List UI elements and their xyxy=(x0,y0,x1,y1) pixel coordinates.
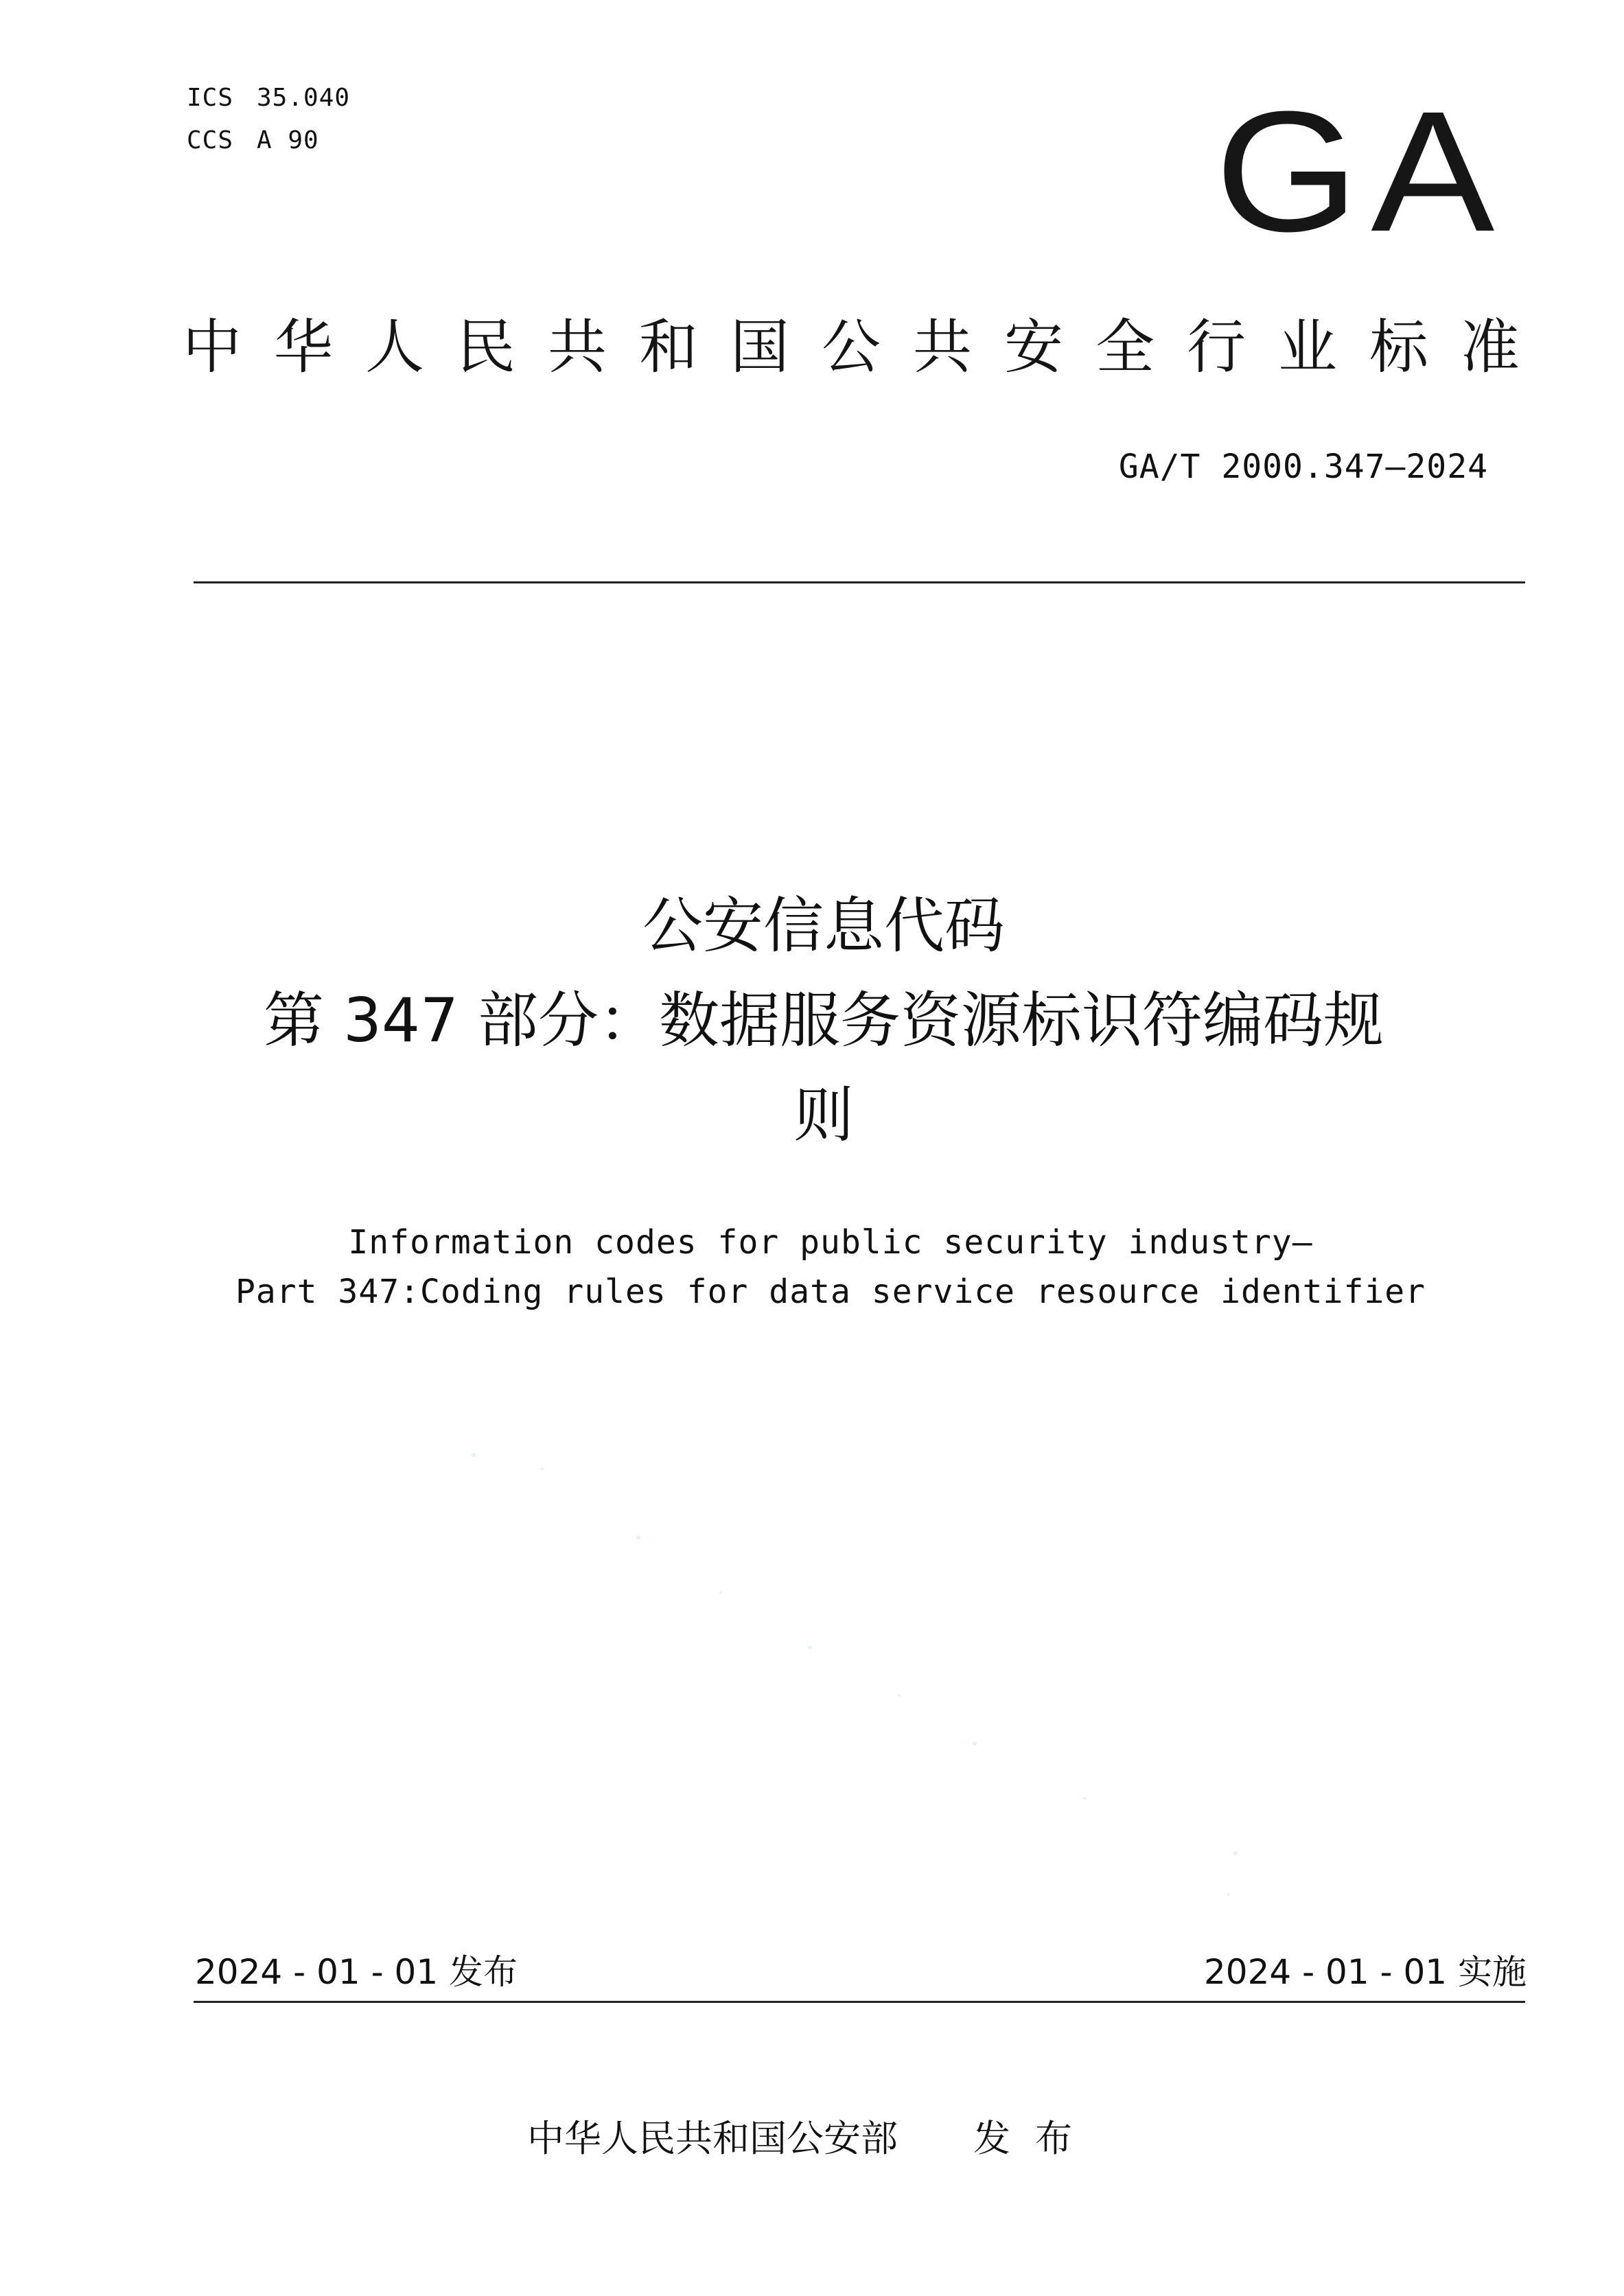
ccs-label: CCS xyxy=(187,126,234,154)
english-title-line-2: Part 347:Coding rules for data service resource identifier xyxy=(235,1273,1426,1311)
release-date: 2024 - 01 - 01 发布 xyxy=(195,1952,518,1992)
ics-label: ICS xyxy=(187,84,234,112)
top-divider xyxy=(194,581,1525,583)
implementation-date: 2024 - 01 - 01 实施 xyxy=(1203,1952,1527,1992)
classification-codes xyxy=(187,77,350,162)
standard-number: GA/T 2000.347—2024 xyxy=(1118,448,1488,486)
ics-value: 35.040 xyxy=(257,84,351,112)
chinese-title-line-3: 则 xyxy=(793,1080,854,1150)
chinese-title xyxy=(158,879,1489,1163)
ics-row xyxy=(187,77,350,119)
english-title xyxy=(165,1218,1496,1317)
ga-logo: GA xyxy=(1215,76,1507,267)
ccs-value: A 90 xyxy=(257,126,319,154)
english-title-line-1: Information codes for public security industry— xyxy=(348,1223,1313,1262)
issue-action: 发布 xyxy=(973,2117,1097,2160)
issuing-organization: 中华人民共和国公安部 xyxy=(527,2117,898,2160)
chinese-title-line-1: 公安信息代码 xyxy=(642,890,1005,961)
bottom-divider xyxy=(194,2001,1525,2003)
issuer-line xyxy=(0,2113,1624,2165)
chinese-title-line-2: 第 347 部分：数据服务资源标识符编码规 xyxy=(264,985,1384,1056)
standard-category-title: 中华人民共和国公共安全行业标准 xyxy=(183,313,1552,382)
ccs-row xyxy=(187,119,350,162)
